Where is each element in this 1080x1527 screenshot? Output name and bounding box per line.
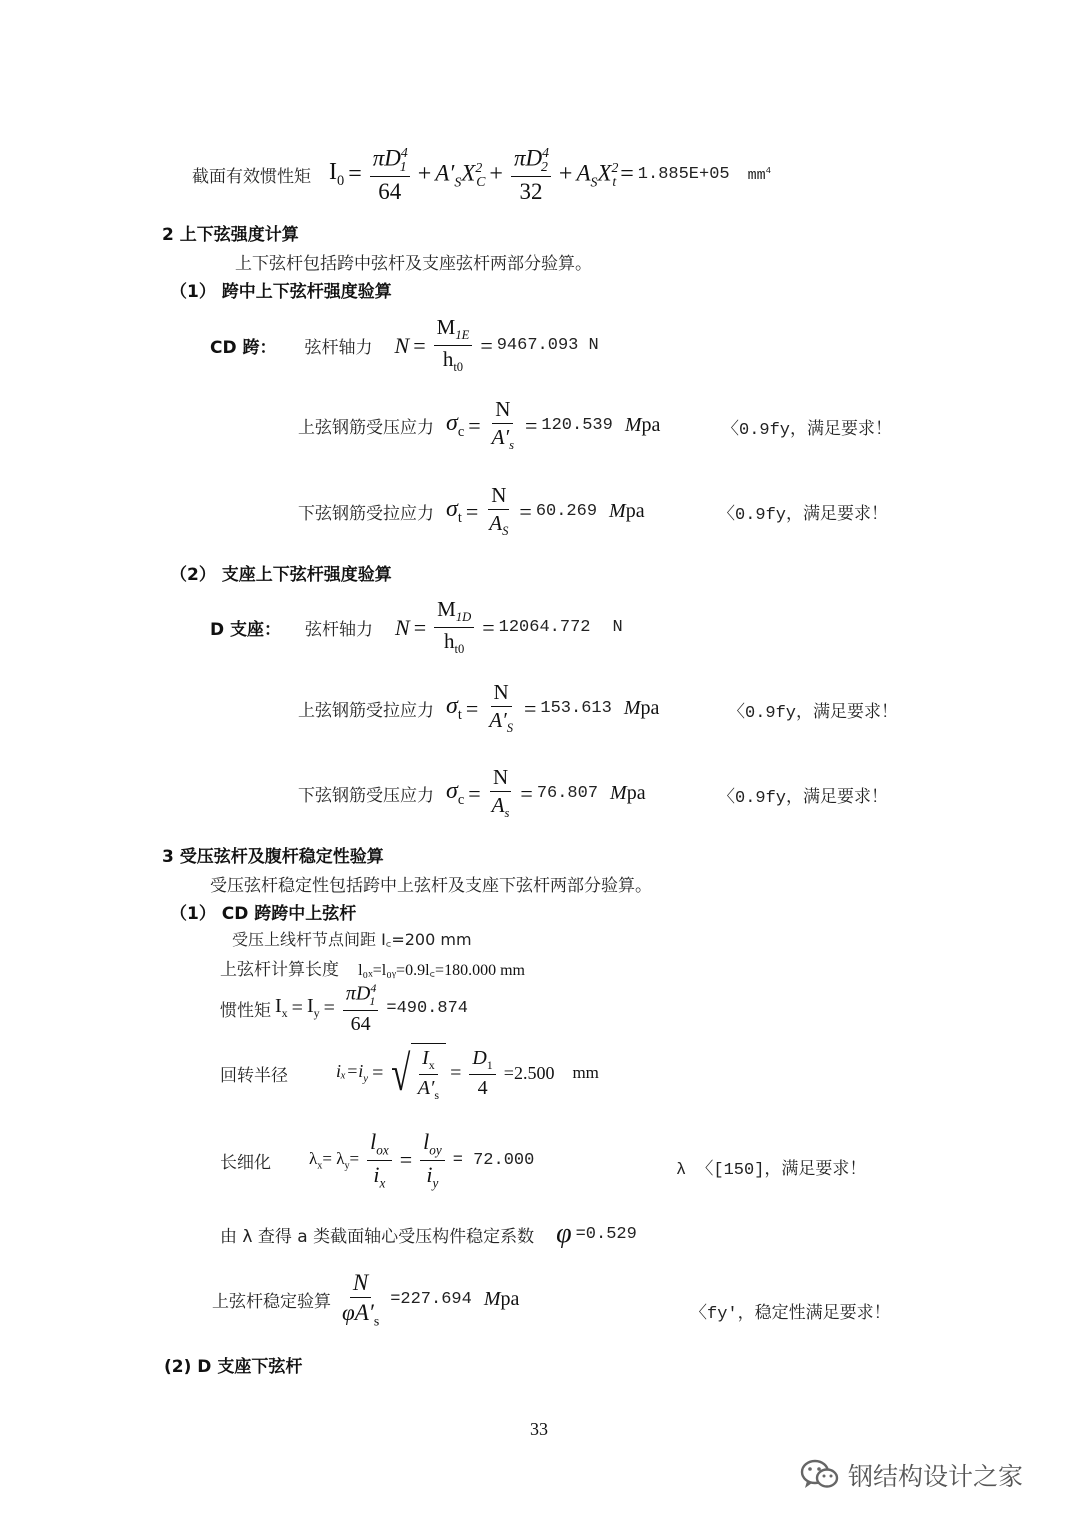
d-lower-stress-unit: Mpa [610, 782, 646, 805]
calc-length-value: l₀ₓ=l₀ᵧ=0.9l꜀=180.000 mm [358, 962, 525, 979]
slenderness-fraction-y: $\frac{l_{oy}}{i_y}$ [420, 1130, 445, 1191]
d-axial-row: D 支座： 弦杆轴力 N = $\frac{M_{1D}}{h_{t0}}$ = 12064.772 N [210, 597, 623, 657]
cd-axial-fraction: $\frac{M_{1E}}{h_{t0}}$ [434, 316, 473, 375]
slenderness-check: λ 〈[150]，满足要求！ [676, 1161, 867, 1180]
cd-span-label: CD 跨： [210, 338, 277, 359]
inertia-unit: $mm^4$ [747, 165, 772, 184]
gyration-value: =2.500 [503, 1062, 555, 1083]
stability-coef-row [220, 1218, 637, 1250]
calc-length-row [220, 955, 525, 980]
d-upper-stress-fraction: $\frac{N}{A'_S}$ [489, 680, 513, 736]
cd-axial-row: CD 跨： 弦杆轴力 N = $\frac{M_{1E}}{h_{t0}}$ = 9467.093 N [210, 315, 599, 375]
inertia-term-3: $\frac{\pi D^4_2}{32}$ [511, 145, 551, 205]
d-lower-stress-row: 下弦钢筋受压应力 $\sigma_c$ = $\frac{N}{A_s}$ = 76.807 Mpa [298, 765, 646, 821]
inertia-term-4: $A_SX^2_t$ [576, 159, 619, 189]
section-2-sub-2: （2） 支座上下弦杆强度验算 [170, 565, 392, 585]
cd-lower-stress-value: 60.269 [535, 502, 598, 522]
cd-axial-result: 9467.093 N [496, 336, 599, 356]
watermark [800, 1457, 1023, 1493]
d-upper-stress-row: 上弦钢筋受拉应力 $\sigma_t$ = $\frac{N}{A'_S}$ = 153.613 Mpa [298, 680, 660, 736]
cd-upper-stress-label: 上弦钢筋受压应力 [298, 418, 434, 439]
d-lower-stress-label: 下弦钢筋受压应力 [298, 786, 434, 807]
inertia-label: 惯性矩 [220, 1000, 271, 1021]
sqrt-sign-icon: √ [391, 1045, 411, 1101]
stability-coef-value: =0.529 [575, 1224, 637, 1244]
cd-lower-stress-unit: Mpa [609, 500, 645, 523]
inertia-result: 1.885E+05 [637, 165, 730, 185]
stability-check-row [212, 1270, 519, 1329]
section-2-heading: 2 上下弦强度计算 [162, 225, 299, 245]
inertia-symbol: I [329, 159, 337, 186]
d-upper-stress-value: 153.613 [540, 699, 612, 719]
gyration-sqrt: √ $\frac{I_x}{A'_s}$ [387, 1043, 446, 1103]
inertia-fraction: $\frac{\pi D^4_1}{64}$ [343, 982, 378, 1035]
gyration-fraction: $\frac{D_1}{4}$ [469, 1047, 495, 1099]
cd-lower-stress-row: 下弦钢筋受拉应力 $\sigma_t$ = $\frac{N}{A_S}$ = 60.269 Mpa [298, 483, 645, 539]
d-axial-fraction: $\frac{M_{1D}}{h_{t0}}$ [434, 598, 474, 657]
effective-inertia-row: 截面有效惯性矩 $I_0$ = $\frac{\pi D^4_1}{64}$ + $A'_SX^2_C$ + $\frac{\pi D^4_2}{32}$ + $A_SX^2_t$ = 1.885E+05 $mm^4$ [192, 145, 772, 205]
d-upper-stress-unit: Mpa [623, 697, 660, 720]
inertia-term-2: $A'_SX^2_C$ [435, 159, 486, 189]
stability-unit: Mpa [483, 1288, 520, 1311]
section-2-intro: 上下弦杆包括跨中弦杆及支座弦杆两部分验算。 [235, 254, 592, 274]
stability-value: =227.694 [390, 1290, 472, 1310]
slenderness-value: = 72.000 [452, 1150, 535, 1170]
cd-upper-stress-fraction: $\frac{N}{A'_s}$ [491, 397, 514, 453]
watermark-text: 钢结构设计之家 [848, 1462, 1024, 1491]
slenderness-label: 长细化 [220, 1152, 271, 1173]
stability-coef-label: 由 λ 查得 a 类截面轴心受压构件稳定系数 [220, 1226, 535, 1247]
slenderness-row: 长细化 $\lambda_x= \lambda_y=$ $\frac{l_{ox}}{i_x}$ = $\frac{l_{oy}}{i_y}$ = 72.000 [220, 1129, 535, 1191]
inertia-value: =490.874 [386, 998, 468, 1018]
cd-upper-stress-row: 上弦钢筋受压应力 $\sigma_c$ = $\frac{N}{A'_s}$ = 120.539 Mpa [298, 397, 661, 453]
d-upper-stress-check: 〈0.9fy，满足要求！ [728, 704, 899, 723]
section-3-sub-1: （1） CD 跨跨中上弦杆 [170, 904, 357, 924]
section-3-sub-2: (2) D 支座下弦杆 [164, 1357, 303, 1377]
stability-fraction: $\frac{N}{\varphi A'_s}$ [342, 1270, 380, 1329]
slenderness-fraction-x: $\frac{l_{ox}}{i_x}$ [367, 1130, 392, 1191]
calc-length-label: 上弦杆计算长度 [220, 960, 339, 980]
section-3-heading: 3 受压弦杆及腹杆稳定性验算 [162, 847, 384, 867]
d-axial-label: 弦杆轴力 [305, 620, 374, 641]
cd-lower-stress-label: 下弦钢筋受拉应力 [298, 504, 434, 525]
phi-symbol: φ [556, 1218, 572, 1249]
cd-lower-stress-fraction: $\frac{N}{A_S}$ [489, 483, 509, 539]
stability-check-label: 上弦杆稳定验算 [212, 1292, 331, 1313]
stability-check-result: 〈fy′，稳定性满足要求！ [690, 1305, 891, 1324]
d-upper-stress-label: 上弦钢筋受拉应力 [298, 701, 434, 722]
effective-inertia-label: 截面有效惯性矩 [192, 167, 311, 188]
d-lower-stress-check: 〈0.9fy，满足要求！ [718, 789, 889, 808]
section-2-sub-1: （1） 跨中上下弦杆强度验算 [170, 282, 392, 302]
d-axial-result: 12064.772 [498, 618, 591, 638]
inertia-row: 惯性矩 $I_x$ = $I_y$ = $\frac{\pi D^4_1}{64}$ =490.874 [220, 981, 468, 1035]
cd-lower-stress-check: 〈0.9fy，满足要求！ [718, 506, 889, 525]
section-3-intro: 受压弦杆稳定性包括跨中上弦杆及支座下弦杆两部分验算。 [210, 876, 652, 896]
cd-upper-stress-check: 〈0.9fy，满足要求！ [722, 421, 893, 440]
node-spacing: 受压上线杆节点间距 I꜀=200 mm [232, 930, 472, 949]
d-lower-stress-fraction: $\frac{N}{A_s}$ [491, 765, 510, 821]
gyration-row: 回转半径 $i_x=i_y$ = √ $\frac{I_x}{A'_s}$ = $\frac{D_1}{4}$ =2.500 mm [220, 1045, 599, 1102]
d-support-label: D 支座： [210, 620, 282, 641]
page-number: 33 [530, 1419, 548, 1439]
cd-upper-stress-unit: Mpa [624, 414, 661, 437]
wechat-icon [800, 1458, 840, 1492]
cd-upper-stress-value: 120.539 [541, 416, 613, 436]
gyration-label: 回转半径 [220, 1065, 288, 1086]
inertia-term-1: $\frac{\pi D^4_1}{64}$ [370, 145, 410, 205]
cd-axial-label: 弦杆轴力 [304, 338, 373, 359]
d-lower-stress-value: 76.807 [536, 784, 599, 804]
